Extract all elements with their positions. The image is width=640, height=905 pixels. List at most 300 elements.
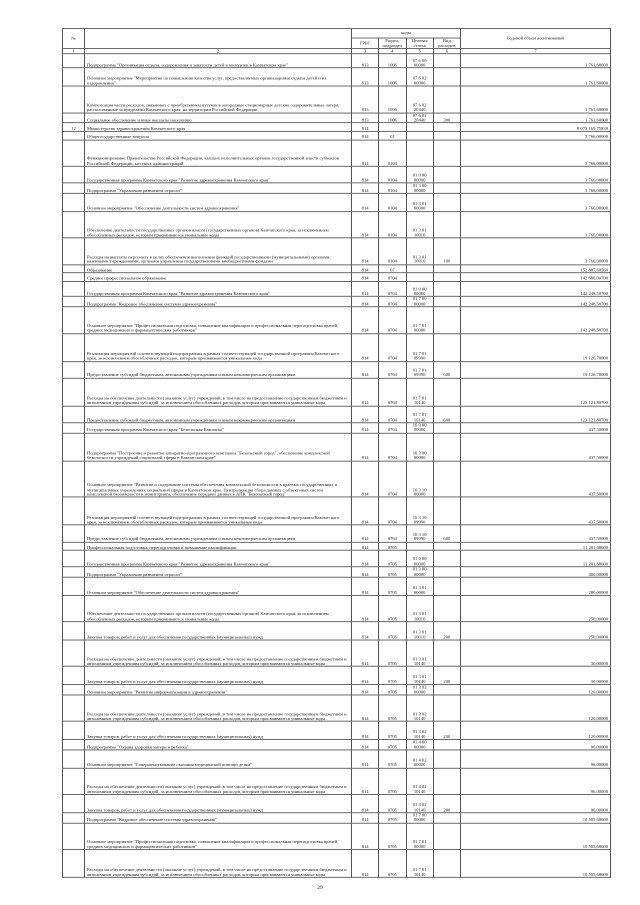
cell-vid bbox=[433, 166, 460, 183]
cell-vid bbox=[433, 123, 460, 131]
cell-name: Реализация мероприятий соответствующей подпрограммы в рамках соответствующей государственной программы Камчатского края, за исключением обособленных расходов, которым присваиваются уникальные коды bbox=[85, 497, 352, 525]
cell-num bbox=[63, 740, 85, 750]
cell-cs: 07 6 02 00000 bbox=[406, 68, 433, 86]
cell-razd bbox=[379, 123, 406, 131]
cell-num bbox=[63, 722, 85, 740]
cell-sum: 400,00000 bbox=[461, 567, 611, 577]
cell-vid bbox=[433, 740, 460, 750]
cell-cs: 01 0 00 00000 bbox=[406, 550, 433, 567]
cell-vid bbox=[433, 433, 460, 461]
cell-num bbox=[63, 695, 85, 722]
cell-razd: 0704 bbox=[379, 497, 406, 525]
cell-sum: 437,50000 bbox=[461, 423, 611, 433]
cell-razd: 0704 bbox=[379, 423, 406, 433]
cell-razd: 1006 bbox=[379, 68, 406, 86]
cell-sum: 152 887,68560 bbox=[461, 264, 611, 272]
cell-razd: 0705 bbox=[379, 795, 406, 813]
cell-razd: 0704 bbox=[379, 433, 406, 461]
cell-grbs: 813 bbox=[352, 113, 379, 123]
cell-sum: 120,00000 bbox=[461, 695, 611, 722]
cell-razd: 0705 bbox=[379, 850, 406, 878]
cell-razd: 0705 bbox=[379, 667, 406, 685]
cell-name: Расходы на обеспечение деятельности (оказание услуг) учреждений, в том числе на предоставление государственным бюджетным и автономным учреждениям субсидий, за исключением обособленных расходов, которым присваиваются уникальные коды bbox=[85, 768, 352, 795]
index-cell: 6 bbox=[433, 49, 460, 55]
cell-vid bbox=[433, 378, 460, 406]
cell-razd: 0705 bbox=[379, 622, 406, 640]
index-cell: 4 bbox=[379, 49, 406, 55]
table-row bbox=[63, 86, 611, 113]
cell-name: Образование bbox=[85, 264, 352, 272]
cell-sum: 1 761,60000 bbox=[461, 113, 611, 123]
cell-num bbox=[63, 577, 85, 595]
table-row bbox=[63, 423, 611, 433]
cell-vid bbox=[433, 193, 460, 211]
table-row bbox=[63, 183, 611, 193]
cell-razd: 0705 bbox=[379, 750, 406, 768]
cell-grbs: 814 bbox=[352, 378, 379, 406]
cell-cs bbox=[406, 273, 433, 281]
cell-sum: 3 766,00000 bbox=[461, 166, 611, 183]
cell-grbs: 814 bbox=[352, 264, 379, 272]
cell-sum: 30,00000 bbox=[461, 640, 611, 667]
cell-num bbox=[63, 461, 85, 497]
header-razdel: Раздел, подраздел bbox=[379, 38, 406, 48]
cell-razd: 0104 bbox=[379, 211, 406, 238]
cell-sum: 30,00000 bbox=[461, 667, 611, 685]
cell-razd: 0704 bbox=[379, 333, 406, 361]
cell-razd: 0705 bbox=[379, 550, 406, 567]
index-cell: 7 bbox=[461, 49, 611, 55]
cell-name: Предоставление субсидий бюджетным, автономным учреждениям и иным некоммерческим организациям bbox=[85, 361, 352, 378]
index-cell: 3 bbox=[352, 49, 379, 55]
cell-num: 12 bbox=[63, 123, 85, 131]
cell-num bbox=[63, 567, 85, 577]
cell-num bbox=[63, 685, 85, 695]
cell-num bbox=[63, 423, 85, 433]
cell-sum: 123 121,80700 bbox=[461, 406, 611, 423]
cell-cs: 01 0 00 00000 bbox=[406, 281, 433, 296]
table-row bbox=[63, 850, 611, 878]
cell-cs: 01 7 01 09990 bbox=[406, 361, 433, 378]
cell-num bbox=[63, 140, 85, 167]
cell-cs bbox=[406, 131, 433, 139]
cell-grbs: 814 bbox=[352, 307, 379, 334]
cell-name: Расходы на обеспечение деятельности (оказание услуг) учреждений, в том числе на предоставление государственным бюджетным и автономным учреждениям субсидий, за исключением обособленных расходов, которым присваиваются уникальные коды bbox=[85, 378, 352, 406]
index-cell: 2 bbox=[85, 49, 352, 55]
cell-name: Расходы на выплаты персоналу в целях обеспечения выполнения функций государственными (муниципальными) органами, казенными учреждениями, органами управления государственными внебюджетными фондами bbox=[85, 238, 352, 265]
cell-vid bbox=[433, 297, 460, 307]
cell-num bbox=[63, 131, 85, 139]
header-vid: Вид расходов bbox=[433, 38, 460, 48]
table-row bbox=[63, 378, 611, 406]
cell-vid bbox=[433, 461, 460, 497]
table-row bbox=[63, 595, 611, 622]
cell-cs: 01 7 01 10140 bbox=[406, 378, 433, 406]
cell-razd: 0705 bbox=[379, 577, 406, 595]
cell-name: Закупка товаров, работ и услуг для обеспечения государственных (муниципальных) нужд bbox=[85, 722, 352, 740]
cell-name: Основное мероприятие "Обеспечение деятельности систем здравоохранения" bbox=[85, 193, 352, 211]
cell-num bbox=[63, 361, 85, 378]
table-row bbox=[63, 333, 611, 361]
cell-grbs: 814 bbox=[352, 238, 379, 265]
cell-razd: 0704 bbox=[379, 273, 406, 281]
cell-num bbox=[63, 183, 85, 193]
cell-vid: 100 bbox=[433, 238, 460, 265]
cell-name: Расходы на обеспечение деятельности (оказание услуг) учреждений, в том числе на предоставление государственным бюджетным и автономным учреждениям субсидий, за исключением обособленных расходов, которым присваиваются уникальные коды bbox=[85, 695, 352, 722]
cell-grbs: 813 bbox=[352, 68, 379, 86]
cell-razd: 1006 bbox=[379, 113, 406, 123]
cell-vid bbox=[433, 567, 460, 577]
table-row bbox=[63, 640, 611, 667]
cell-cs bbox=[406, 542, 433, 550]
cell-sum: 142 248,50700 bbox=[461, 307, 611, 334]
cell-cs: 01 3 01 00000 bbox=[406, 193, 433, 211]
cell-sum: 250,00000 bbox=[461, 622, 611, 640]
cell-name: Предоставление субсидий бюджетным, автономным учреждениям и иным некоммерческим организациям bbox=[85, 406, 352, 423]
cell-name: Подпрограмма "Построение и развитие аппаратно-программного комплекса "Безопасный город", обеспечение комплексной безопасности учреждений социальной сферы в Камчатском крае" bbox=[85, 433, 352, 461]
cell-num bbox=[63, 433, 85, 461]
cell-cs: 07 6 00 00000 bbox=[406, 54, 433, 68]
cell-name: Компенсация части расходов, связанных с приобретением путевок в загородные стационарные детские оздоровительные лагеря, расположенные за пределами Камчатского края, на территории Российской Федерации bbox=[85, 86, 352, 113]
index-cell: 5 bbox=[406, 49, 433, 55]
cell-razd: 0705 bbox=[379, 813, 406, 823]
cell-vid bbox=[433, 497, 460, 525]
cell-vid bbox=[433, 211, 460, 238]
cell-num bbox=[63, 68, 85, 86]
index-cell: 1 bbox=[63, 49, 85, 55]
table-row bbox=[63, 166, 611, 183]
cell-name: Подпрограмма "Охрана здоровья матери и ребенка" bbox=[85, 740, 352, 750]
cell-vid bbox=[433, 685, 460, 695]
cell-grbs: 814 bbox=[352, 333, 379, 361]
cell-vid bbox=[433, 823, 460, 850]
table-row bbox=[63, 264, 611, 272]
cell-cs: 01 7 01 09990 bbox=[406, 333, 433, 361]
cell-vid bbox=[433, 281, 460, 296]
cell-name: Закупка товаров, работ и услуг для обеспечения государственных (муниципальных) нужд bbox=[85, 667, 352, 685]
cell-razd: 1006 bbox=[379, 54, 406, 68]
cell-grbs: 814 bbox=[352, 750, 379, 768]
cell-sum: 8 073 169,75839 bbox=[461, 123, 611, 131]
cell-razd: 0704 bbox=[379, 307, 406, 334]
header-num: № bbox=[63, 28, 85, 48]
cell-num bbox=[63, 667, 85, 685]
cell-cs: 07 6 02 20440 bbox=[406, 86, 433, 113]
table-row bbox=[63, 577, 611, 595]
cell-razd: 0704 bbox=[379, 361, 406, 378]
cell-num bbox=[63, 525, 85, 542]
cell-vid: 200 bbox=[433, 722, 460, 740]
table-row bbox=[63, 823, 611, 850]
cell-name: Министерство здравоохранения Камчатского края bbox=[85, 123, 352, 131]
table-row bbox=[63, 433, 611, 461]
cell-grbs: 814 bbox=[352, 461, 379, 497]
cell-grbs: 814 bbox=[352, 211, 379, 238]
cell-grbs: 814 bbox=[352, 281, 379, 296]
cell-name: Профессиональная подготовка, переподготовка и повышение квалификации bbox=[85, 542, 352, 550]
cell-grbs: 814 bbox=[352, 183, 379, 193]
cell-name: Государственная программа Камчатского края "Безопасная Камчатка" bbox=[85, 423, 352, 433]
cell-num bbox=[63, 795, 85, 813]
cell-grbs: 814 bbox=[352, 193, 379, 211]
cell-sum: 19 126,70000 bbox=[461, 361, 611, 378]
cell-cs: 16 3 10 00000 bbox=[406, 461, 433, 497]
cell-cs: 16 3 10 09990 bbox=[406, 525, 433, 542]
cell-cs: 01 3 02 00000 bbox=[406, 685, 433, 695]
table-row bbox=[63, 667, 611, 685]
table-row bbox=[63, 740, 611, 750]
cell-sum: 10 505,68600 bbox=[461, 823, 611, 850]
cell-razd: 0705 bbox=[379, 567, 406, 577]
cell-grbs: 813 bbox=[352, 86, 379, 113]
cell-sum: 96,00000 bbox=[461, 750, 611, 768]
cell-name: Подпрограмма "Кадровое обеспечение системы здравоохранения" bbox=[85, 297, 352, 307]
cell-vid bbox=[433, 68, 460, 86]
cell-name: Подпрограмма "Управление развитием отрасли" bbox=[85, 567, 352, 577]
cell-cs: 16 3 00 00000 bbox=[406, 433, 433, 461]
cell-sum: 11 201,68600 bbox=[461, 542, 611, 550]
cell-cs: 01 7 01 00000 bbox=[406, 307, 433, 334]
cell-vid bbox=[433, 640, 460, 667]
cell-sum: 142 248,50700 bbox=[461, 297, 611, 307]
table-row bbox=[63, 795, 611, 813]
cell-name: Подпрограмма "Организация отдыха, оздоровления и занятости детей в молодежи в Камчатском крае" bbox=[85, 54, 352, 68]
cell-sum: 1 761,60000 bbox=[461, 54, 611, 68]
cell-num bbox=[63, 823, 85, 850]
cell-num bbox=[63, 281, 85, 296]
cell-grbs: 814 bbox=[352, 273, 379, 281]
cell-name: Государственная программа Камчатского края "Развитие здравоохранения Камчатского края" bbox=[85, 550, 352, 567]
cell-razd: 0705 bbox=[379, 685, 406, 695]
cell-grbs: 813 bbox=[352, 54, 379, 68]
cell-name: Расходы на обеспечение деятельности (оказание услуг) учреждений, в том числе на предоставление государственным бюджетным и автономным учреждениям субсидий, за исключением обособленных расходов, которым присваиваются уникальные коды bbox=[85, 640, 352, 667]
cell-cs: 16 0 00 00000 bbox=[406, 423, 433, 433]
cell-cs: 01 4 00 00000 bbox=[406, 740, 433, 750]
cell-grbs: 814 bbox=[352, 131, 379, 139]
cell-razd: 0705 bbox=[379, 542, 406, 550]
cell-razd: 0104 bbox=[379, 193, 406, 211]
cell-cs: 01 3 02 10140 bbox=[406, 722, 433, 740]
cell-name: Подпрограмма "Кадровое обеспечение системы здравоохранения" bbox=[85, 813, 352, 823]
cell-razd: 01 bbox=[379, 131, 406, 139]
cell-vid bbox=[433, 183, 460, 193]
cell-name: Закупка товаров, работ и услуг для обеспечения государственных (муниципальных) нужд bbox=[85, 622, 352, 640]
cell-sum: 1 761,60000 bbox=[461, 68, 611, 86]
cell-sum: 437,50000 bbox=[461, 433, 611, 461]
cell-name: Основное мероприятие "Профессиональная подготовка, повышение квалификации и профессиональная переподготовка врачей, средних медицинских и фармацевтических работников" bbox=[85, 823, 352, 850]
cell-sum: 437,50000 bbox=[461, 497, 611, 525]
table-row bbox=[63, 123, 611, 131]
table-row bbox=[63, 685, 611, 695]
table-row bbox=[63, 361, 611, 378]
cell-vid bbox=[433, 423, 460, 433]
cell-cs: 01 7 00 00000 bbox=[406, 297, 433, 307]
header-cs: Целевая статья bbox=[406, 38, 433, 48]
cell-vid bbox=[433, 695, 460, 722]
cell-vid: 300 bbox=[433, 113, 460, 123]
cell-num bbox=[63, 640, 85, 667]
cell-num bbox=[63, 750, 85, 768]
cell-grbs: 814 bbox=[352, 406, 379, 423]
cell-sum: 3 766,00000 bbox=[461, 131, 611, 139]
cell-vid bbox=[433, 595, 460, 622]
cell-vid bbox=[433, 813, 460, 823]
table-row bbox=[63, 695, 611, 722]
cell-cs: 01 3 02 10140 bbox=[406, 695, 433, 722]
cell-name: Реализация мероприятий соответствующей подпрограммы в рамках соответствующей государственной программы Камчатского края, за исключением обособленных расходов, которым присваиваются уникальные коды bbox=[85, 333, 352, 361]
cell-sum: 96,00000 bbox=[461, 768, 611, 795]
cell-cs: 01 3 01 10010 bbox=[406, 211, 433, 238]
cell-razd: 0104 bbox=[379, 140, 406, 167]
cell-grbs: 814 bbox=[352, 123, 379, 131]
table-row bbox=[63, 768, 611, 795]
cell-vid bbox=[433, 86, 460, 113]
table-row bbox=[63, 497, 611, 525]
cell-grbs: 814 bbox=[352, 695, 379, 722]
cell-razd: 0104 bbox=[379, 183, 406, 193]
cell-sum: 3 766,00000 bbox=[461, 193, 611, 211]
cell-num bbox=[63, 238, 85, 265]
page-number: 29 bbox=[317, 885, 323, 891]
cell-cs: 01 7 00 00000 bbox=[406, 813, 433, 823]
table-row bbox=[63, 550, 611, 567]
cell-grbs: 814 bbox=[352, 525, 379, 542]
cell-razd: 0104 bbox=[379, 166, 406, 183]
cell-num bbox=[63, 622, 85, 640]
cell-cs: 01 3 01 10010 bbox=[406, 595, 433, 622]
cell-sum: 437,50000 bbox=[461, 525, 611, 542]
cell-sum: 142 248,50700 bbox=[461, 281, 611, 296]
cell-sum: 10 505,68600 bbox=[461, 813, 611, 823]
cell-grbs: 814 bbox=[352, 595, 379, 622]
cell-num bbox=[63, 550, 85, 567]
header-name bbox=[85, 28, 352, 48]
cell-grbs: 814 bbox=[352, 550, 379, 567]
cell-cs: 01 3 01 10140 bbox=[406, 640, 433, 667]
cell-cs: 01 4 02 10140 bbox=[406, 768, 433, 795]
table-row bbox=[63, 542, 611, 550]
cell-vid bbox=[433, 307, 460, 334]
cell-num bbox=[63, 54, 85, 68]
table-row bbox=[63, 307, 611, 334]
cell-num bbox=[63, 211, 85, 238]
table-row bbox=[63, 273, 611, 281]
cell-grbs: 814 bbox=[352, 140, 379, 167]
cell-razd: 0704 bbox=[379, 378, 406, 406]
cell-vid: 200 bbox=[433, 622, 460, 640]
cell-name: Государственная программа Камчатского края "Развитие здравоохранения Камчатского края" bbox=[85, 166, 352, 183]
cell-vid: 200 bbox=[433, 795, 460, 813]
cell-sum: 280,00000 bbox=[461, 577, 611, 595]
cell-razd: 0704 bbox=[379, 281, 406, 296]
cell-vid: 200 bbox=[433, 667, 460, 685]
cell-name: Среднее профессиональное образование bbox=[85, 273, 352, 281]
cell-num bbox=[63, 850, 85, 878]
cell-razd: 0705 bbox=[379, 695, 406, 722]
cell-vid bbox=[433, 333, 460, 361]
cell-grbs: 814 bbox=[352, 166, 379, 183]
cell-name: Основное мероприятие "Мероприятия по повышению качества услуг, предоставляемых организациями отдыха детей и их оздоровления" bbox=[85, 68, 352, 86]
cell-razd: 1006 bbox=[379, 86, 406, 113]
cell-num bbox=[63, 264, 85, 272]
cell-name: Общегосударственные вопросы bbox=[85, 131, 352, 139]
cell-vid bbox=[433, 542, 460, 550]
cell-num bbox=[63, 497, 85, 525]
cell-razd: 0705 bbox=[379, 722, 406, 740]
cell-sum: 142 686,00700 bbox=[461, 273, 611, 281]
header-codes: коды bbox=[352, 28, 461, 38]
table-row bbox=[63, 567, 611, 577]
cell-sum: 19 126,70000 bbox=[461, 333, 611, 361]
cell-cs: 01 3 00 00000 bbox=[406, 183, 433, 193]
cell-grbs: 814 bbox=[352, 813, 379, 823]
table-row bbox=[63, 813, 611, 823]
cell-vid bbox=[433, 768, 460, 795]
cell-grbs: 814 bbox=[352, 823, 379, 850]
cell-grbs: 814 bbox=[352, 850, 379, 878]
cell-num bbox=[63, 307, 85, 334]
cell-vid bbox=[433, 273, 460, 281]
cell-cs bbox=[406, 140, 433, 167]
cell-num bbox=[63, 166, 85, 183]
table-row bbox=[63, 722, 611, 740]
cell-razd: 0705 bbox=[379, 823, 406, 850]
cell-grbs: 814 bbox=[352, 667, 379, 685]
cell-name: Социальное обеспечение и иные выплаты населению bbox=[85, 113, 352, 123]
cell-vid bbox=[433, 54, 460, 68]
cell-sum: 96,00000 bbox=[461, 740, 611, 750]
cell-cs bbox=[406, 123, 433, 131]
cell-cs: 16 3 10 09990 bbox=[406, 497, 433, 525]
cell-razd: 0704 bbox=[379, 297, 406, 307]
cell-vid bbox=[433, 550, 460, 567]
cell-cs: 07 6 02 20440 bbox=[406, 113, 433, 123]
cell-grbs: 814 bbox=[352, 640, 379, 667]
cell-grbs: 814 bbox=[352, 577, 379, 595]
cell-num bbox=[63, 86, 85, 113]
cell-num bbox=[63, 768, 85, 795]
cell-vid: 600 bbox=[433, 361, 460, 378]
cell-vid bbox=[433, 577, 460, 595]
cell-vid bbox=[433, 264, 460, 272]
table-row bbox=[63, 281, 611, 296]
cell-name: Расходы на обеспечение деятельности (оказание услуг) учреждений, в том числе на предоставление государственным бюджетным и автономным учреждениям субсидий, за исключением обособленных расходов, которым присваиваются уникальные коды bbox=[85, 850, 352, 878]
table-row bbox=[63, 140, 611, 167]
cell-vid bbox=[433, 850, 460, 878]
cell-num bbox=[63, 595, 85, 622]
cell-sum: 10 505,68600 bbox=[461, 850, 611, 878]
cell-sum: 437,50000 bbox=[461, 461, 611, 497]
cell-sum: 1 761,60000 bbox=[461, 86, 611, 113]
cell-name: Обеспечение деятельности государственных органов власти (государственных органов) Камчатского края, за исключением обособленных расходов, которым присваиваются уникальные коды bbox=[85, 211, 352, 238]
document-page bbox=[62, 28, 611, 878]
cell-num bbox=[63, 813, 85, 823]
cell-sum: 250,00000 bbox=[461, 595, 611, 622]
table-row bbox=[63, 193, 611, 211]
table-row bbox=[63, 54, 611, 68]
cell-vid bbox=[433, 750, 460, 768]
table-row bbox=[63, 750, 611, 768]
cell-name: Основное мероприятие "Обеспечение деятельности систем здравоохранения" bbox=[85, 577, 352, 595]
table-row bbox=[63, 113, 611, 123]
cell-grbs: 814 bbox=[352, 768, 379, 795]
cell-cs: 01 7 01 10140 bbox=[406, 850, 433, 878]
cell-name: Государственная программа Камчатского края "Развитие здравоохранения Камчатского края" bbox=[85, 281, 352, 296]
cell-grbs: 814 bbox=[352, 722, 379, 740]
cell-name: Основное мероприятие "Развитие информатизации в здравоохранении" bbox=[85, 685, 352, 695]
cell-sum: 120,00000 bbox=[461, 685, 611, 695]
cell-sum: 3 766,00000 bbox=[461, 183, 611, 193]
